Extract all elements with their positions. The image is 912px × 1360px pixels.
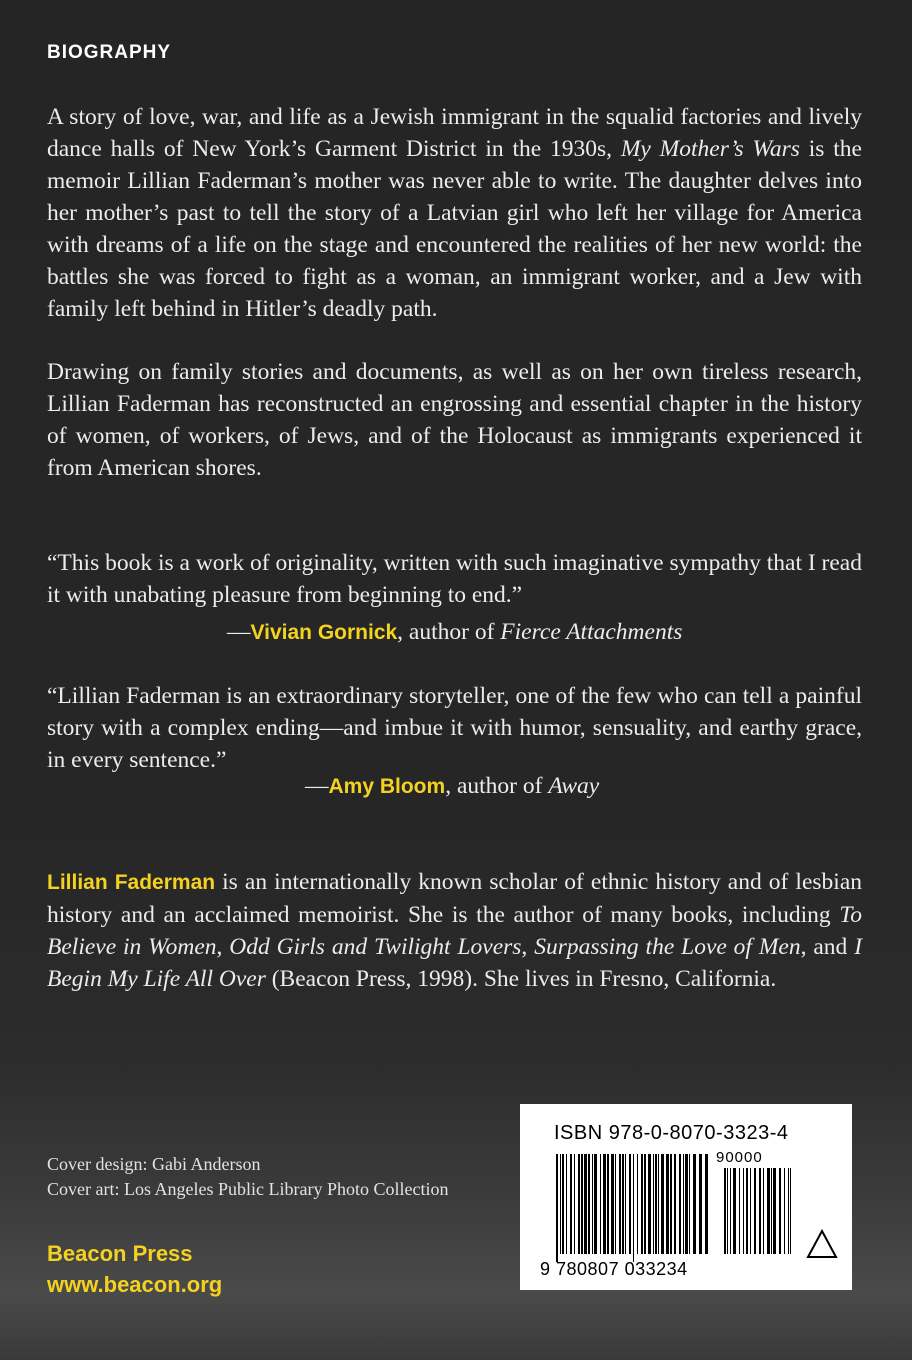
separator: , bbox=[521, 934, 535, 960]
barcode-addon-bar bbox=[771, 1168, 772, 1254]
cover-art-credit: Cover art: Los Angeles Public Library Photo Collection bbox=[47, 1179, 449, 1199]
cover-design-credit: Cover design: Gabi Anderson bbox=[47, 1154, 261, 1174]
barcode-bar bbox=[600, 1154, 601, 1254]
publisher-url: www.beacon.org bbox=[47, 1272, 223, 1297]
barcode-bar bbox=[584, 1154, 587, 1254]
barcode-addon-bar bbox=[750, 1168, 751, 1254]
description-text-cont: is the memoir Lillian Faderman’s mother was never able to write. The daughter delves into her mother’s past to tell the story of a Latvian girl who left her village for America with dreams of a life on the stage and encountered the realities of her new world: the battles she was forced to fight as a woman, an immigrant worker, and a Jew with family left behind in Hitler’s deadly path. bbox=[47, 136, 862, 322]
barcode-digits: 9 780807 033234 bbox=[540, 1259, 688, 1279]
barcode-addon-bar bbox=[767, 1168, 770, 1254]
barcode-addon-bar bbox=[739, 1168, 740, 1254]
blurb-author-work: Away bbox=[548, 773, 600, 799]
barcode-bar bbox=[560, 1154, 561, 1254]
blurb-quote-2: “Lillian Faderman is an extraordinary storyteller, one of the few who can tell a painful story with a complex ending—and imbue it with humor, sensuality, and earthy grace, in every sentence.” bbox=[47, 683, 862, 773]
barcode-addon-digits: 90000 bbox=[716, 1149, 763, 1166]
barcode-bar bbox=[574, 1154, 575, 1254]
barcode-bar bbox=[661, 1154, 664, 1254]
barcode-bar bbox=[653, 1154, 654, 1254]
blurb-attribution-1 bbox=[227, 616, 682, 649]
barcode-bar bbox=[633, 1154, 634, 1262]
blurb-author-work: Fierce Attachments bbox=[500, 619, 683, 645]
barcode-bar bbox=[562, 1154, 564, 1254]
bio-text-cont: (Beacon Press, 1998). She lives in Fresno, California. bbox=[265, 966, 777, 992]
barcode-bar bbox=[578, 1154, 580, 1254]
barcode-bar bbox=[666, 1154, 669, 1254]
barcode-bar bbox=[611, 1154, 614, 1254]
barcode-addon-bar bbox=[763, 1168, 764, 1254]
description-text: A story of love, war, and life as a Jewish immigrant in the squalid factories and lively dance halls of New York’s Garment District in the 1930s, bbox=[47, 104, 862, 162]
blurb-author-name: Vivian Gornick bbox=[250, 621, 398, 644]
barcode-addon-bar bbox=[743, 1168, 744, 1254]
barcode-bar bbox=[592, 1154, 593, 1254]
triangle-icon bbox=[805, 1228, 839, 1260]
barcode-addon-bar bbox=[724, 1168, 726, 1254]
author-name: Lillian Faderman bbox=[47, 871, 216, 894]
barcode-bar bbox=[603, 1154, 606, 1254]
barcode-addon-bar bbox=[779, 1168, 781, 1254]
barcode-bar bbox=[699, 1154, 702, 1254]
barcode-bar bbox=[625, 1154, 626, 1254]
barcode-bar bbox=[615, 1154, 616, 1254]
bio-text: is an internationally known scholar of ethnic history and of lesbian history and an acclaimed memoirist. She is the author of many books, including bbox=[47, 869, 862, 928]
barcode-bar bbox=[705, 1154, 708, 1254]
separator: , bbox=[216, 934, 230, 960]
barcode-addon-bar bbox=[773, 1168, 776, 1254]
barcode-bar bbox=[641, 1154, 643, 1254]
barcode-bar bbox=[566, 1154, 567, 1254]
publisher-block bbox=[47, 1238, 222, 1300]
barcode-addon-bar bbox=[733, 1168, 736, 1254]
category-label: BIOGRAPHY bbox=[47, 42, 172, 63]
book-title: I Begin My Life All Over bbox=[47, 934, 863, 992]
barcode-bar bbox=[570, 1154, 572, 1254]
barcode-bar bbox=[622, 1154, 624, 1254]
barcode-addon-bar bbox=[730, 1168, 731, 1254]
barcode-bar bbox=[556, 1154, 558, 1262]
barcode-bar bbox=[629, 1154, 631, 1254]
barcode-addon-bar bbox=[727, 1168, 728, 1254]
cover-credits bbox=[47, 1152, 448, 1202]
barcode-bar bbox=[683, 1154, 684, 1254]
book-title: Surpassing the Love of Men bbox=[534, 934, 801, 960]
author-bio bbox=[47, 866, 862, 995]
barcode-bar bbox=[594, 1154, 597, 1254]
barcode-bar bbox=[658, 1154, 659, 1254]
barcode-bar bbox=[685, 1154, 688, 1254]
barcode-bar bbox=[693, 1154, 696, 1254]
book-title: My Mother’s Wars bbox=[620, 136, 800, 162]
barcode-bar bbox=[655, 1154, 657, 1254]
barcode-bar bbox=[607, 1154, 609, 1254]
barcode-bar bbox=[689, 1154, 690, 1254]
book-title: To Believe in Women bbox=[47, 902, 862, 960]
attribution-dash: — bbox=[227, 619, 251, 645]
blurb-quote-1: “This book is a work of originality, written with such imaginative sympathy that I read it with unabating pleasure from beginning to end.” bbox=[47, 550, 862, 608]
barcode-bar bbox=[644, 1154, 646, 1254]
barcode-addon-bar bbox=[784, 1168, 785, 1254]
separator: , and bbox=[800, 934, 855, 960]
isbn-text: ISBN 978-0-8070-3323-4 bbox=[554, 1122, 789, 1144]
barcode-addon-bar bbox=[754, 1168, 756, 1254]
attribution-text: , author of bbox=[445, 773, 549, 799]
barcode-bar bbox=[637, 1154, 638, 1254]
blurb-attribution-2 bbox=[305, 770, 599, 803]
attribution-text: , author of bbox=[397, 619, 501, 645]
blurb-author-name: Amy Bloom bbox=[328, 775, 446, 798]
barcode-bar bbox=[674, 1154, 676, 1254]
barcode-bar bbox=[588, 1154, 590, 1254]
book-title: Odd Girls and Twilight Lovers bbox=[229, 934, 522, 960]
barcode-addon-bar bbox=[790, 1168, 791, 1254]
barcode-bar bbox=[619, 1154, 621, 1254]
barcode-addon-bar bbox=[759, 1168, 761, 1254]
barcode-bar bbox=[670, 1154, 672, 1254]
barcode-bar bbox=[679, 1154, 681, 1254]
attribution-dash: — bbox=[305, 773, 329, 799]
barcode-addon-bar bbox=[746, 1168, 748, 1254]
barcode-addon-bar bbox=[788, 1168, 789, 1254]
description-paragraph-2: Drawing on family stories and documents, as well as on her own tireless research, Lillian Faderman has reconstructed an engrossing and essential chapter in the history of women, of workers, of Jews, and of the Holocaust as immigrants experienced it from American shores. bbox=[47, 359, 862, 481]
barcode-bar bbox=[581, 1154, 583, 1254]
publisher-name: Beacon Press bbox=[47, 1241, 193, 1266]
barcode-box bbox=[520, 1104, 852, 1290]
description-paragraph-1 bbox=[47, 101, 862, 325]
barcode-bar bbox=[648, 1154, 651, 1254]
